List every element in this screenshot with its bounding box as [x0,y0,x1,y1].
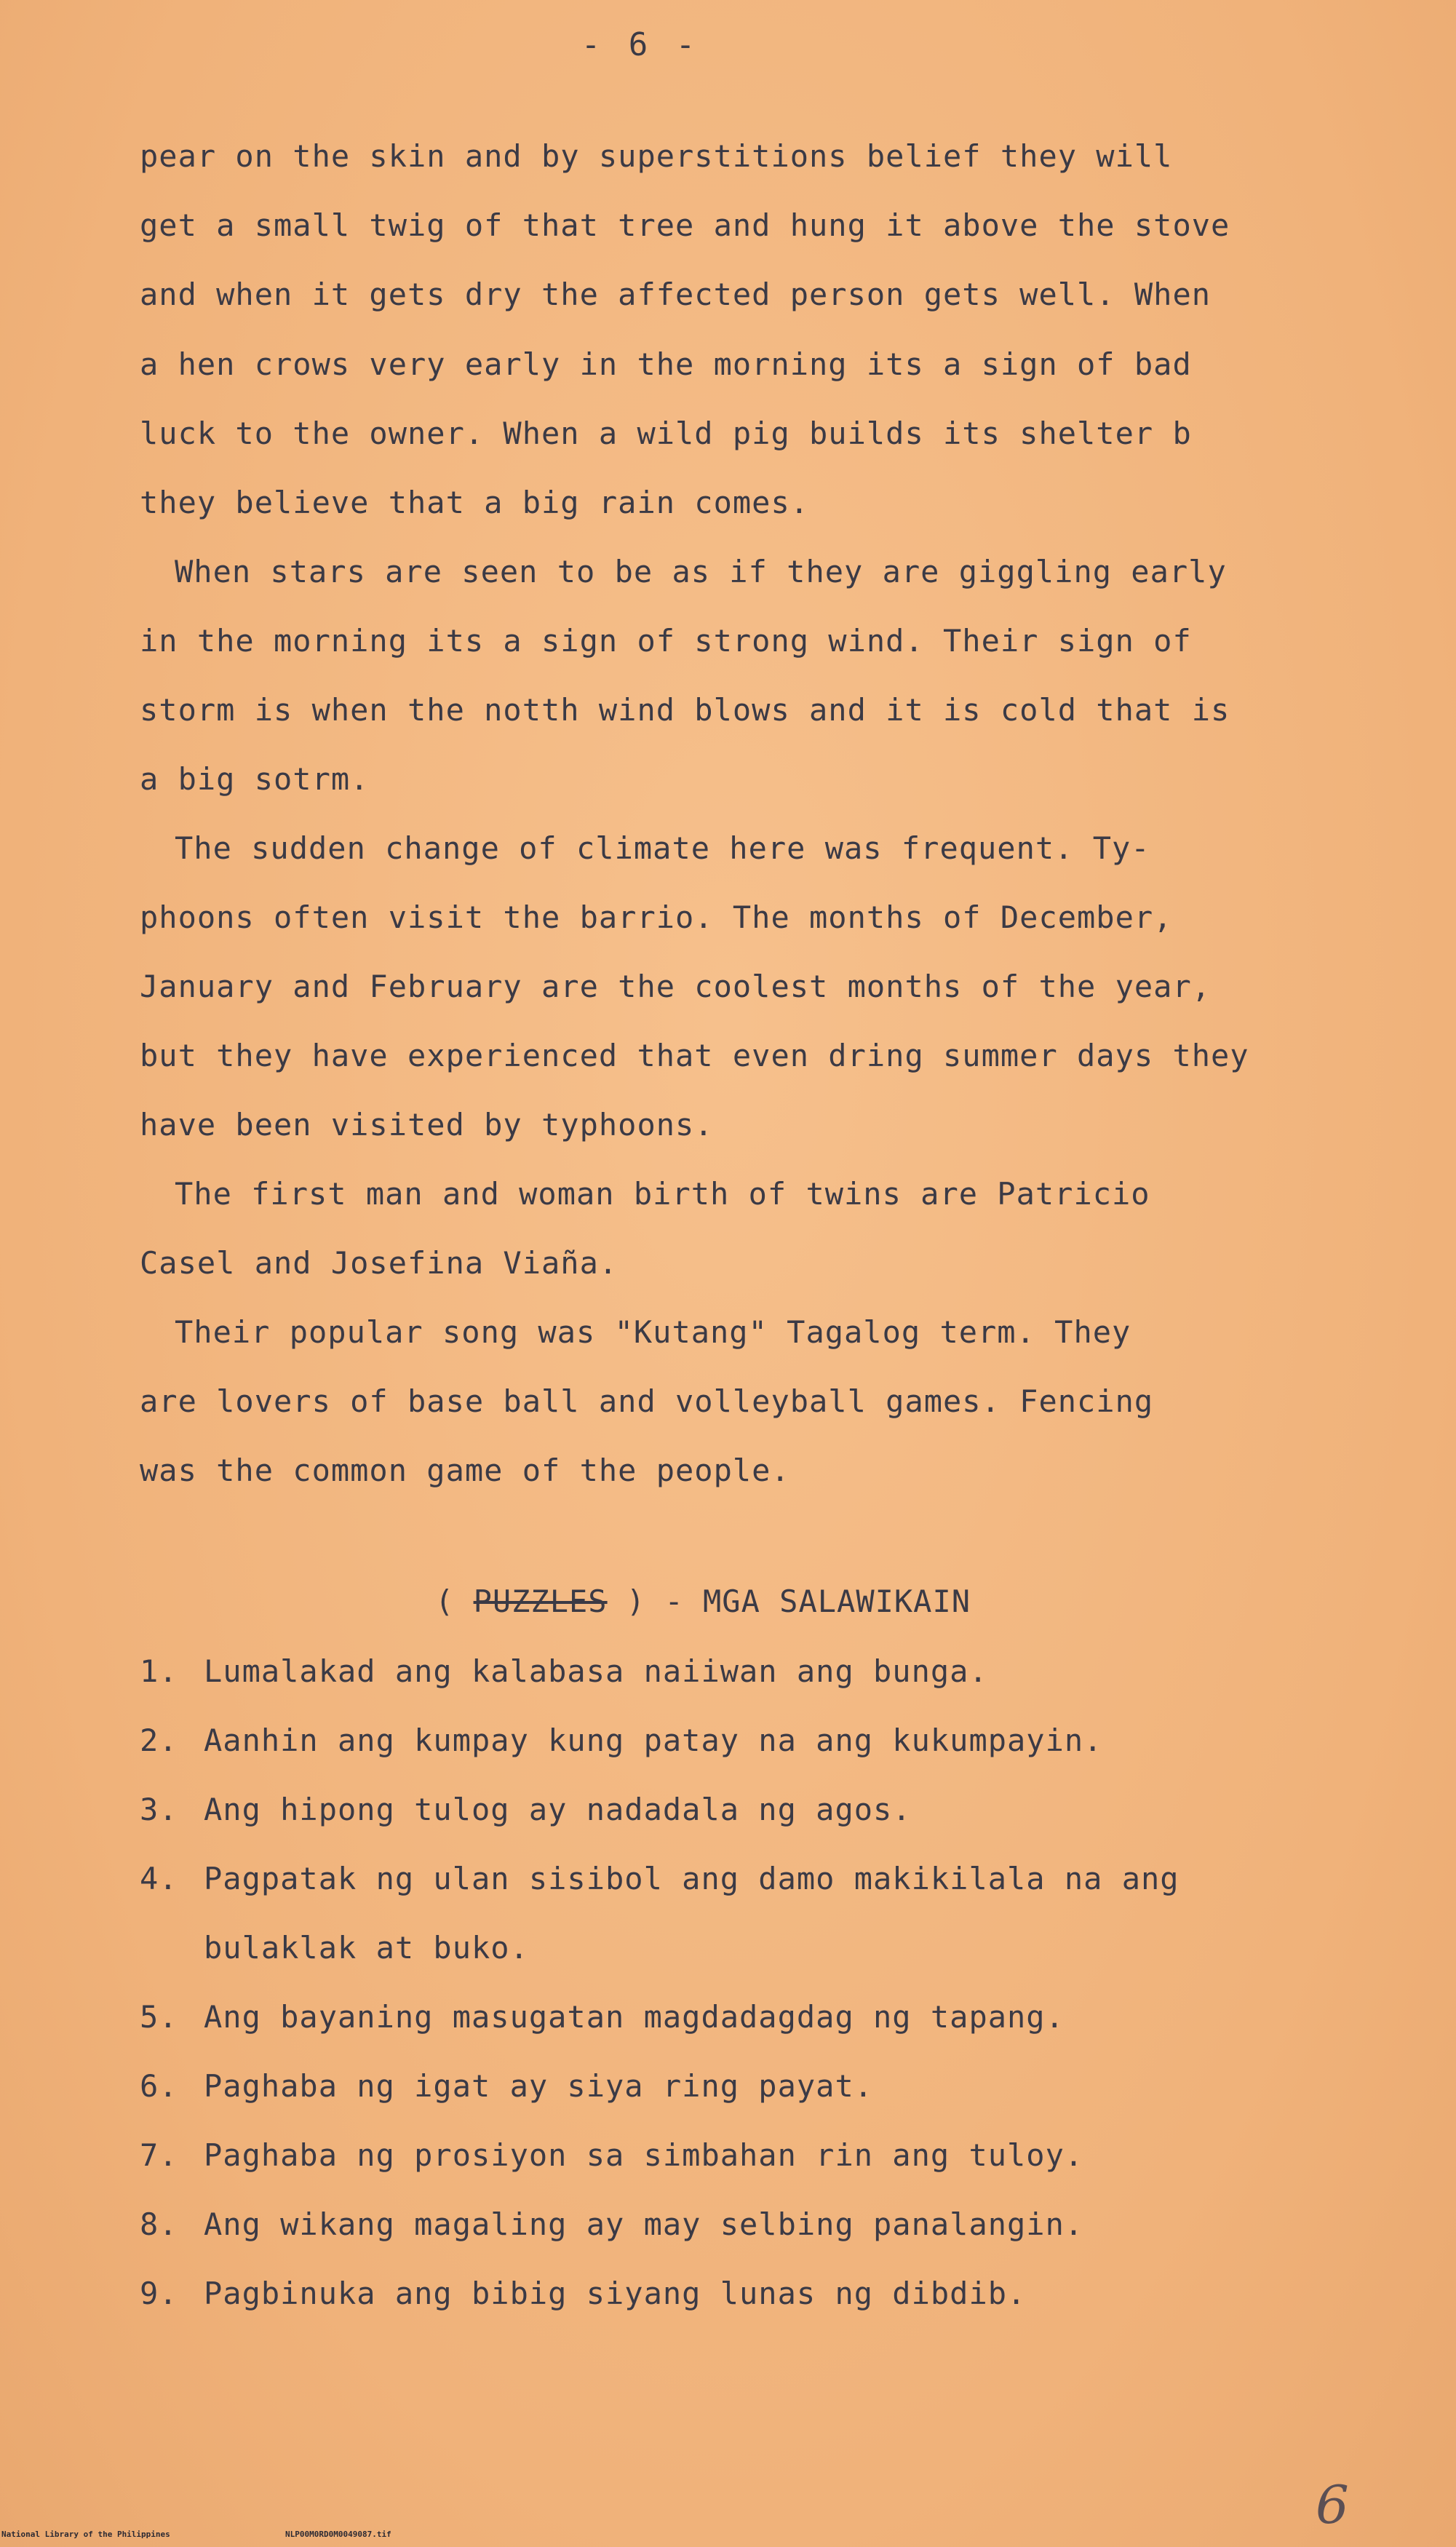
heading-title: ) - MGA SALAWIKAIN [607,1584,971,1619]
text-line: The first man and woman birth of twins are Patricio [175,1176,1150,1212]
text-line: When stars are seen to be as if they are giggling early [175,554,1227,589]
list-item-text: Ang hipong tulog ay nadadala ng agos. [204,1792,912,1827]
page-number: - 6 - [581,26,700,63]
text-line: in the morning its a sign of strong wind. Their sign of [140,623,1192,659]
heading-open: ( [435,1584,474,1619]
list-item-text: Pagbinuka ang bibig siyang lunas ng dibdib. [204,2276,1027,2311]
list-item [140,2276,1026,2311]
list-item [140,1930,529,1966]
text-line: pear on the skin and by superstitions belief they will [140,138,1173,174]
list-item-text: bulaklak at buko. [204,1930,529,1966]
text-line: a big sotrm. [140,761,370,797]
list-item [140,1792,912,1827]
text-line: storm is when the notth wind blows and it is cold that is [140,692,1230,728]
text-line: The sudden change of climate here was frequent. Ty- [175,830,1150,866]
list-item-number: 5. [140,1999,178,2035]
footer-library-name: National Library of the Philippines [1,2530,170,2539]
list-item-number: 7. [140,2137,178,2173]
text-line: but they have experienced that even dring summer days they [140,1038,1249,1073]
section-heading [435,1584,971,1619]
list-item-number: 6. [140,2068,178,2104]
text-line: Their popular song was "Kutang" Tagalog term. They [175,1314,1131,1350]
list-item-text: Paghaba ng igat ay siya ring payat. [204,2068,874,2104]
list-item-number: 9. [140,2276,178,2311]
list-item-number: 1. [140,1653,178,1689]
list-item-text: Ang wikang magaling ay may selbing panalangin. [204,2206,1084,2242]
list-item-text: Ang bayaning masugatan magdadagdag ng tapang. [204,1999,1065,2035]
text-line: luck to the owner. When a wild pig builds its shelter b [140,416,1192,451]
text-line: get a small twig of that tree and hung it above the stove [140,207,1230,243]
list-item [140,1653,988,1689]
list-item [140,1861,1179,1896]
text-line: was the common game of the people. [140,1453,790,1488]
text-line: phoons often visit the barrio. The months of December, [140,899,1173,935]
text-line: Casel and Josefina Viaña. [140,1245,618,1281]
list-item [140,2137,1083,2173]
text-line: are lovers of base ball and volleyball games. Fencing [140,1383,1154,1419]
list-item [140,1722,1102,1758]
list-item-number: 2. [140,1722,178,1758]
list-item-number: 3. [140,1792,178,1827]
list-item-text: Lumalakad ang kalabasa naiiwan ang bunga. [204,1653,988,1689]
list-item-text: Aanhin ang kumpay kung patay na ang kukumpayin. [204,1722,1103,1758]
list-item-text: Paghaba ng prosiyon sa simbahan rin ang tuloy. [204,2137,1084,2173]
list-item-number: 8. [140,2206,178,2242]
heading-crossed-word: PUZZLES [473,1584,608,1619]
footer-file-name: NLP00M0RD0M0049087.tif [285,2530,391,2539]
list-item [140,2206,1083,2242]
text-line: they believe that a big rain comes. [140,485,810,520]
list-item [140,1999,1065,2035]
text-line: have been visited by typhoons. [140,1107,714,1143]
list-item-text: Pagpatak ng ulan sisibol ang damo makikilala na ang [204,1861,1179,1896]
list-item [140,2068,873,2104]
handwritten-page-mark: 6 [1316,2474,1349,2535]
text-line: and when it gets dry the affected person gets well. When [140,277,1212,312]
text-line: a hen crows very early in the morning its a sign of bad [140,346,1192,382]
list-item-number: 4. [140,1861,178,1896]
text-line: January and February are the coolest months of the year, [140,969,1212,1004]
